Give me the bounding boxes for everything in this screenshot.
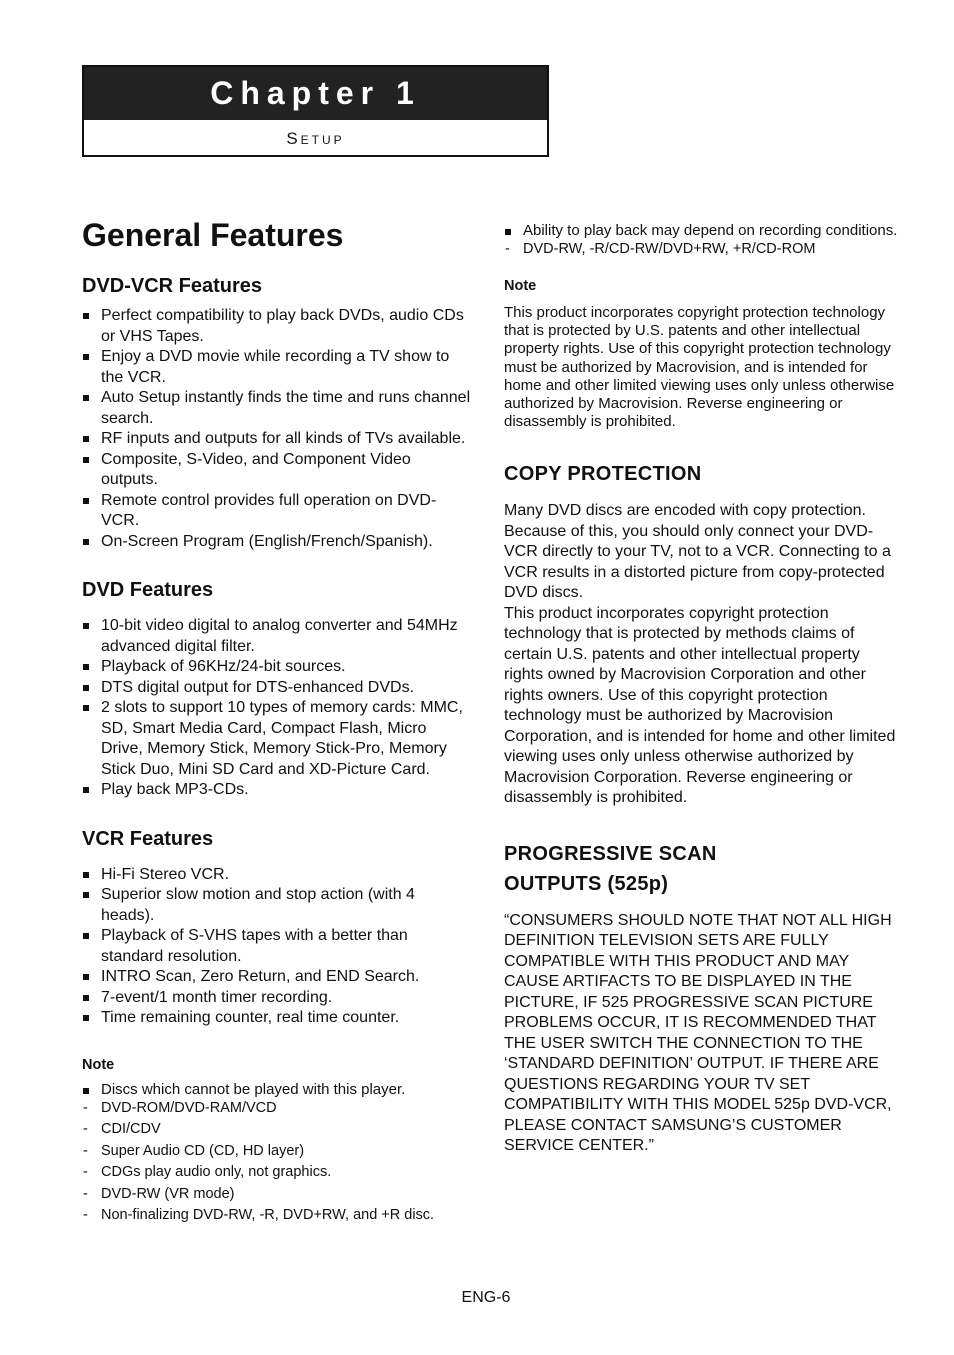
note-list <box>82 1081 472 1099</box>
progressive-scan-heading: PROGRESSIVE SCAN OUTPUTS (525p) <box>504 842 717 895</box>
ability-sub-list <box>504 240 899 258</box>
ability-list <box>504 222 899 240</box>
chapter-subtitle: Setup <box>286 128 345 148</box>
list-item: Perfect compatibility to play back DVDs, audio CDs or VHS Tapes. <box>82 306 472 347</box>
copy-protection-heading: COPY PROTECTION <box>504 463 702 486</box>
dvd-vcr-features-list <box>82 306 472 552</box>
list-item: Time remaining counter, real time counter. <box>82 1008 472 1029</box>
dvd-vcr-features-heading: DVD-VCR Features <box>82 275 263 297</box>
list-item: Superior slow motion and stop action (with 4 heads). <box>82 885 472 926</box>
page-title: General Features <box>82 217 344 253</box>
list-item: INTRO Scan, Zero Return, and END Search. <box>82 967 472 988</box>
list-item: - DVD-ROM/DVD-RAM/VCD <box>82 1099 472 1117</box>
list-item: Ability to play back may depend on recording conditions. <box>504 222 899 240</box>
list-item: Auto Setup instantly finds the time and runs channel search. <box>82 388 472 429</box>
list-item: - DVD-RW, -R/CD-RW/DVD+RW, +R/CD-ROM <box>504 240 899 258</box>
list-item: RF inputs and outputs for all kinds of TVs available. <box>82 429 472 450</box>
list-item: Play back MP3-CDs. <box>82 780 472 801</box>
list-item: Remote control provides full operation on DVD-VCR. <box>82 491 472 532</box>
list-item: 10-bit video digital to analog converter and 54MHz advanced digital filter. <box>82 616 472 657</box>
list-item: Discs which cannot be played with this player. <box>82 1081 472 1099</box>
vcr-features-heading: VCR Features <box>82 827 214 850</box>
list-item: - CDI/CDV <box>82 1120 472 1138</box>
note-title: Note <box>82 1056 115 1073</box>
dvd-features-list <box>82 616 472 801</box>
copy-protection-text: Many DVD discs are encoded with copy protection. Because of this, you should only connect your DVD-VCR directly to your TV, not to a VCR. Connecting to a VCR results in a distorted picture from copy-protected DVD discs. <box>504 502 891 602</box>
list-item: Playback of S-VHS tapes with a better than standard resolution. <box>82 926 472 967</box>
list-item: Enjoy a DVD movie while recording a TV show to the VCR. <box>82 347 472 388</box>
list-item: - Non-finalizing DVD-RW, -R, DVD+RW, and +R disc. <box>82 1206 472 1224</box>
chapter-title: Chapter 1 <box>84 67 547 120</box>
page-number <box>0 1289 954 1307</box>
dvd-features-heading: DVD Features <box>82 579 214 601</box>
list-item: 7-event/1 month timer recording. <box>82 988 472 1009</box>
unsupported-discs-list <box>82 1099 472 1225</box>
copyright-note-text: This product incorporates copyright protection technology that is protected by U.S. patents and other intellectual property rights. Use of this copyright protection technology must be authorized by Macrovision, and is intended for home and other limited viewing uses only unless otherwise authorized by Macrovision. Reverse engineering or disassembly is prohibited. <box>504 304 895 431</box>
copy-protection-text-2: This product incorporates copyright protection technology that is protected by methods claims of certain U.S. patents and other intellectual property rights owned by Macrovision Corporation and other rights owners. Use of this copyright protection technology must be authorized by Macrovision Corporation, and is intended for home and other limited viewing uses only unless otherwise authorized by Macrovision Corporation. Reverse engineering or disassembly is prohibited. <box>504 604 896 807</box>
left-column <box>82 216 472 1228</box>
right-column <box>504 222 899 1157</box>
note-title: Note <box>504 278 537 294</box>
list-item: Composite, S-Video, and Component Video outputs. <box>82 450 472 491</box>
list-item: 2 slots to support 10 types of memory cards: MMC, SD, Smart Media Card, Compact Flash, Micro Drive, Memory Stick, Memory Stick-Pro, Memory Stick Duo, Mini SD Card and XD-Picture Card. <box>82 698 472 780</box>
chapter-banner <box>82 65 549 157</box>
list-item: - DVD-RW (VR mode) <box>82 1185 472 1203</box>
vcr-features-list <box>82 865 472 1029</box>
list-item: Playback of 96KHz/24-bit sources. <box>82 657 472 678</box>
list-item: On-Screen Program (English/French/Spanish). <box>82 532 472 553</box>
list-item: Hi-Fi Stereo VCR. <box>82 865 472 886</box>
page-number-text: ENG-6 <box>461 1289 511 1306</box>
progressive-scan-text: “CONSUMERS SHOULD NOTE THAT NOT ALL HIGH DEFINITION TELEVISION SETS ARE FULLY COMPATIBLE WITH THIS PRODUCT AND MAY CAUSE ARTIFACTS TO BE DISPLAYED IN THE PICTURE, IF 525 PROGRESSIVE SCAN PICTURE PROBLEMS OCCUR, IT IS RECOMMENDED THAT THE USER SWITCH THE CONNECTION TO THE ‘STANDARD DEFINITION’ OUTPUT. IF THERE ARE QUESTIONS REGARDING YOUR TV SET COMPATIBILITY WITH THIS MODEL 525p DVD-VCR, PLEASE CONTACT SAMSUNG’S CUSTOMER SERVICE CENTER.” <box>504 911 892 1155</box>
list-item: DTS digital output for DTS-enhanced DVDs. <box>82 678 472 699</box>
list-item: - CDGs play audio only, not graphics. <box>82 1163 472 1181</box>
list-item: - Super Audio CD (CD, HD layer) <box>82 1142 472 1160</box>
